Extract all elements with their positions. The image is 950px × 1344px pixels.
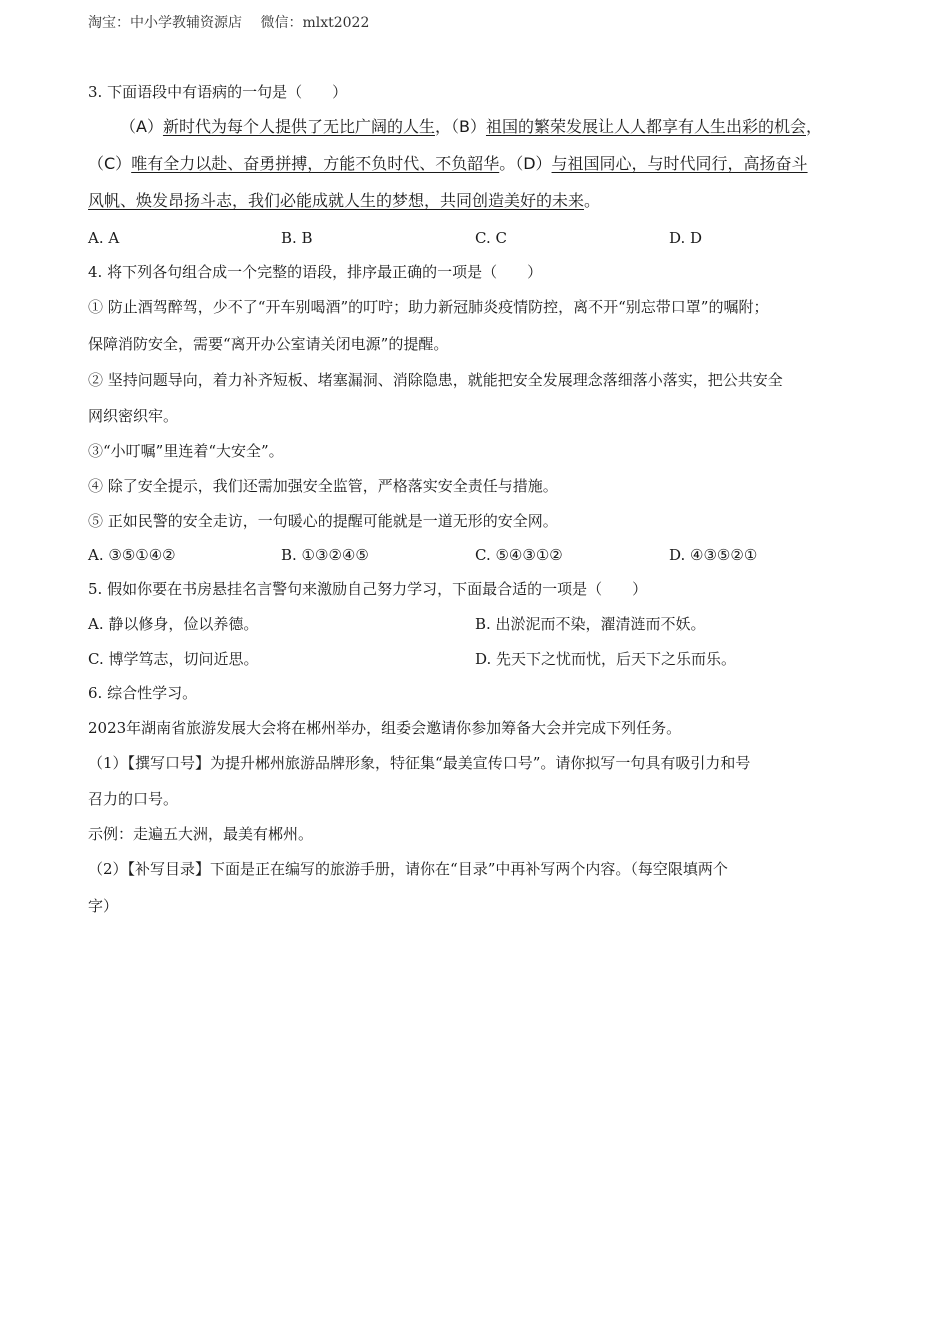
q4-sentence-2: ② 坚持问题导向，着力补齐短板、堵塞漏洞、消除隐患，就能把安全发展理念落细落小落实，把公共安全 xyxy=(88,371,783,389)
q4-sentence-1-cont: 保障消防安全，需要“离开办公室请关闭电源”的提醒。 xyxy=(88,335,449,353)
q4-option-a: A. ③⑤①④② xyxy=(88,546,176,564)
q4-option-d: D. ④③⑤②① xyxy=(669,546,758,564)
q4-sentence-2-cont: 网织密织牢。 xyxy=(88,407,179,425)
q4-sentence-3: ③“小叮嘱”里连着“大安全”。 xyxy=(88,442,284,460)
q6-task-1: （1）【撰写口号】为提升郴州旅游品牌形象，特征集“最美宣传口号”。请你拟写一句具有吸引力和号 xyxy=(88,754,751,772)
q3-option-d: D. D xyxy=(669,229,703,247)
q6-task-1-cont: 召力的口号。 xyxy=(88,790,179,808)
q5-option-d: D. 先天下之忧而忧，后天下之乐而乐。 xyxy=(475,650,737,668)
q3-sentence-d-cont: 风帆、焕发昂扬斗志，我们必能成就人生的梦想，共同创造美好的未来 xyxy=(88,191,585,210)
q3-label-b: （B） xyxy=(450,117,486,136)
q5-option-c: C. 博学笃志，切问近思。 xyxy=(88,650,259,668)
q3-sentence-a: 新时代为每个人提供了无比广阔的人生 xyxy=(162,117,435,136)
q5-option-b: B. 出淤泥而不染，濯清涟而不妖。 xyxy=(475,615,706,633)
q3-stem: 3. 下面语段中有语病的一句是（ ） xyxy=(88,83,348,101)
header-wechat: 微信：mlxt2022 xyxy=(260,15,370,31)
q6-stem: 6. 综合性学习。 xyxy=(88,684,198,702)
q3-sentence-c: 唯有全力以赴、奋勇拼搏，方能不负时代、不负韶华 xyxy=(131,154,500,173)
q3-sentence-b: 祖国的繁荣发展让人人都享有人生出彩的机会 xyxy=(485,117,806,136)
q6-intro: 2023年湖南省旅游发展大会将在郴州举办，组委会邀请你参加筹备大会并完成下列任务。 xyxy=(88,719,682,737)
q4-sentence-1: ① 防止酒驾醉驾，少不了“开车别喝酒”的叮咛；助力新冠肺炎疫情防控，离不开“别忘带口罩”的嘱附； xyxy=(88,298,769,316)
q5-option-a: A. 静以修身，俭以养德。 xyxy=(88,615,259,633)
q3-option-a: A. A xyxy=(88,229,120,247)
q3-passage-line-1 xyxy=(120,117,822,137)
q3-label-d: （D） xyxy=(515,154,552,173)
q3-sep: ， xyxy=(434,117,451,136)
q3-label-c: （C） xyxy=(88,154,132,173)
q6-task-2: （2）【补写目录】下面是正在编写的旅游手册，请你在“目录”中再补写两个内容。（每空限填两个 xyxy=(88,860,728,878)
q3-sep: 。 xyxy=(499,154,516,173)
q3-sentence-d: 与祖国同心，与时代同行，高扬奋斗 xyxy=(551,154,808,173)
q3-option-b: B. B xyxy=(281,229,313,247)
q3-passage-line-2 xyxy=(88,154,808,174)
q6-example: 示例：走遍五大洲，最美有郴州。 xyxy=(88,825,314,843)
q3-sep: 。 xyxy=(584,191,601,210)
header-shop: 淘宝：中小学教辅资源店 xyxy=(88,15,242,31)
q3-option-c: C. C xyxy=(475,229,507,247)
q4-option-b: B. ①③②④⑤ xyxy=(281,546,369,564)
q4-sentence-5: ⑤ 正如民警的安全走访，一句暖心的提醒可能就是一道无形的安全网。 xyxy=(88,512,558,530)
q6-task-2-cont: 字） xyxy=(88,897,119,915)
page-header xyxy=(88,12,369,32)
q3-label-a: （A） xyxy=(120,117,163,136)
q3-passage-line-3 xyxy=(88,191,600,211)
q4-sentence-4: ④ 除了安全提示，我们还需加强安全监管，严格落实安全责任与措施。 xyxy=(88,477,558,495)
q4-stem: 4. 将下列各句组合成一个完整的语段，排序最正确的一项是（ ） xyxy=(88,263,543,281)
q4-option-c: C. ⑤④③①② xyxy=(475,546,563,564)
q3-sep: ， xyxy=(805,117,822,136)
q5-stem: 5. 假如你要在书房悬挂名言警句来激励自己努力学习，下面最合适的一项是（ ） xyxy=(88,580,648,598)
